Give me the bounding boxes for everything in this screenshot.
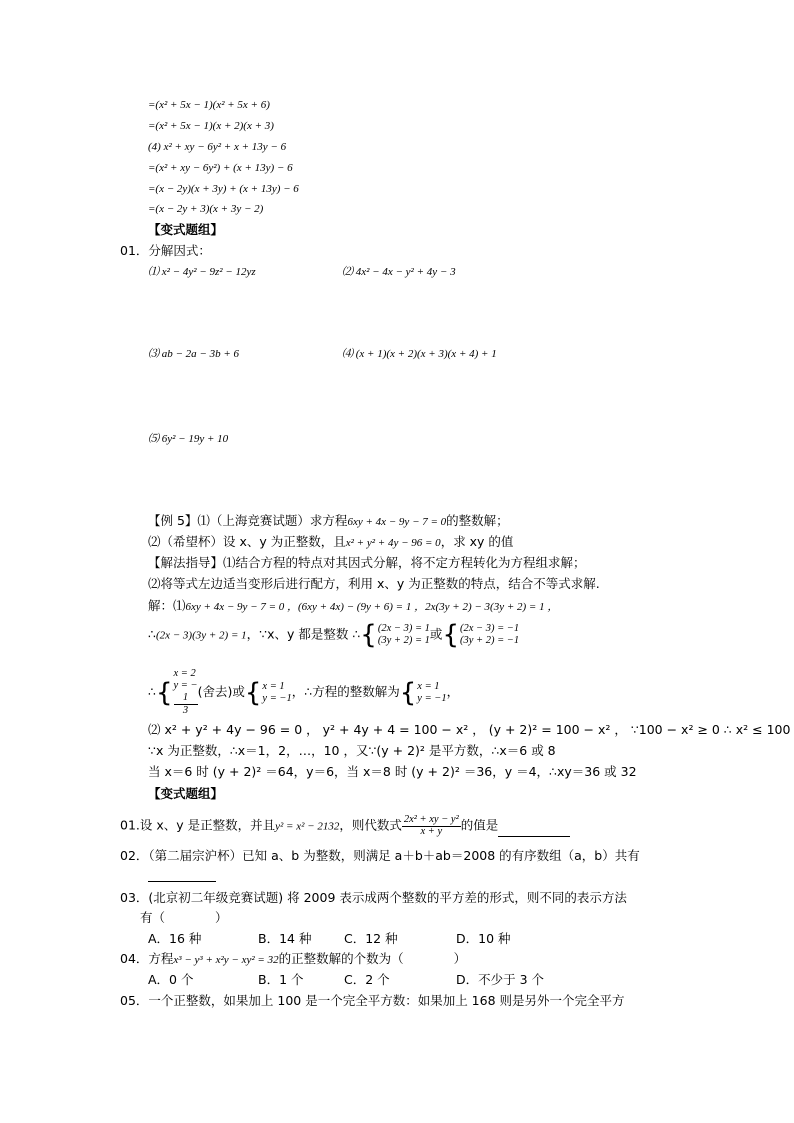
option-d: D．不少于 3 个 <box>456 972 545 987</box>
solution-line: 当 x＝6 时 (y + 2)² ＝64，y＝6，当 x＝8 时 (y + 2)² ＝36，y ＝4，∴xy＝36 或 32 <box>148 764 637 779</box>
problem-03-answer: 有（ ） <box>140 910 228 925</box>
option-c: C．2 个 <box>344 972 390 987</box>
subproblem: ⑷ (x + 1)(x + 2)(x + 3)(x + 4) + 1 <box>342 348 497 360</box>
method-guide: ⑵将等式左边适当变形后进行配方，利用 x、y 为正整数的特点，结合不等式求解. <box>148 576 600 591</box>
section-heading: 【变式题组】 <box>148 222 224 237</box>
problem-02-blank <box>148 866 216 882</box>
problem-02: 02．（第二届宗沪杯）已知 a、b 为整数，则满足 a＋b＋ab＝2008 的有序数组（a，b）共有 <box>120 848 640 863</box>
subproblem: ⑶ ab − 2a − 3b + 6 <box>148 348 240 360</box>
solution-line: 解：⑴6xy + 4x − 9y − 7 = 0 ，(6xy + 4x) − (9y + 6) = 1 ，2x(3y + 2) − 3(3y + 2) = 1 ， <box>148 598 559 613</box>
problem-03: 03．(北京初二年级竞赛试题) 将 2009 表示成两个整数的平方差的形式，则不同的表示方法 <box>120 890 627 905</box>
option-a: A．16 种 <box>148 931 202 946</box>
solution-line: ∵x 为正整数，∴x＝1，2，…，10 ，又∵(y + 2)² 是平方数，∴x＝6 或 8 <box>148 743 556 758</box>
option-c: C．12 种 <box>344 931 398 946</box>
subproblem: ⑸ 6y² − 19y + 10 <box>148 433 229 445</box>
problem-04: 04．方程x³ − y³ + x²y − xy² = 32的正整数解的个数为（ ） <box>120 951 467 966</box>
solution-step: =(x² + 5x − 1)(x² + 5x + 6) <box>148 99 270 111</box>
solution-step: =(x² + xy − 6y²) + (x + 13y) − 6 <box>148 162 293 174</box>
solution-line: ⑵ x² + y² + 4y − 96 = 0 ， y² + 4y + 4 = 100 − x² ， (y + 2)² = 100 − x² ， ∵100 − x² ≥ 0 ∴ x² ≤ 100 <box>148 722 791 737</box>
solution-step: (4) x² + xy − 6y² + x + 13y − 6 <box>148 141 287 153</box>
subproblem: ⑴ x² − 4y² − 9z² − 12yz <box>148 266 256 278</box>
solution-line: ∴(2x − 3)(3y + 2) = 1，∵x、y 都是整数 ∴{ (2x − 3) = 1 (3y + 2) = 1 或{ (2x − 3) = −1 (3y + 2) = −1 <box>148 620 520 650</box>
option-b: B．14 种 <box>258 931 312 946</box>
solution-step: =(x − 2y + 3)(x + 3y − 2) <box>148 203 264 215</box>
example-5-problem-1: 【例 5】⑴（上海竞赛试题）求方程6xy + 4x − 9y − 7 = 0的整数解； <box>148 513 509 528</box>
solution-line: ∴{ x = 2 y = − 1 3 (舍去)或{ x = 1 y = −1 ，∴方程的整数解为{ x = 1 y = −1 ， <box>148 668 460 716</box>
solution-step: =(x² + 5x − 1)(x + 2)(x + 3) <box>148 120 274 132</box>
example-5-problem-2: ⑵（希望杯）设 x、y 为正整数，且x² + y² + 4y − 96 = 0，求 xy 的值 <box>148 534 514 549</box>
option-d: D．10 种 <box>456 931 511 946</box>
answer-blank <box>498 824 570 837</box>
question-label: 01．分解因式： <box>120 243 211 258</box>
problem-01: 01.设 x、y 是正整数，并且y² = x² − 2132，则代数式 $\frac{\text{2x² + xy − y²}}{x + y}$ 的值是 <box>120 815 570 837</box>
section-heading: 【变式题组】 <box>148 786 224 801</box>
option-a: A．0 个 <box>148 972 194 987</box>
problem-05: 05．一个正整数，如果加上 100 是一个完全平方数：如果加上 168 则是另外一个完全平方 <box>120 993 625 1008</box>
option-b: B．1 个 <box>258 972 304 987</box>
solution-step: =(x − 2y)(x + 3y) + (x + 13y) − 6 <box>148 183 299 195</box>
method-guide: 【解法指导】⑴结合方程的特点对其因式分解，将不定方程转化为方程组求解； <box>148 555 586 570</box>
subproblem: ⑵ 4x² − 4x − y² + 4y − 3 <box>342 266 456 278</box>
